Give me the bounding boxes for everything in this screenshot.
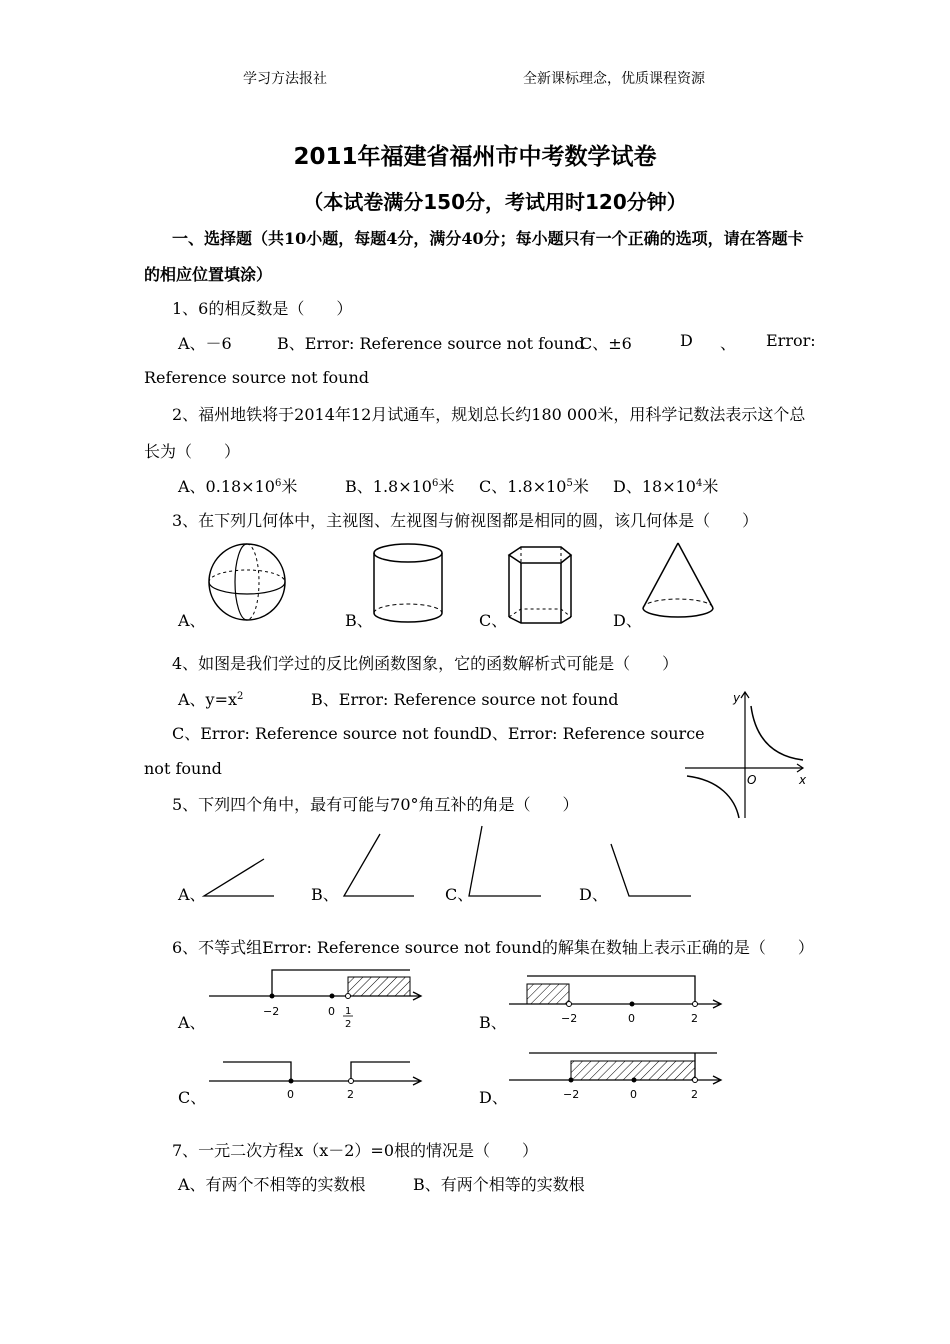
q1-option-b: B、Error: Reference source not found bbox=[277, 334, 585, 353]
graph-x-label: x bbox=[799, 773, 807, 787]
numberline-b bbox=[505, 970, 730, 1030]
tick-neg2: −2 bbox=[561, 1012, 578, 1025]
q4-option-d-cont: not found bbox=[144, 759, 222, 778]
q2-option-a: A、$0.18\times 10^6$米 bbox=[178, 477, 298, 496]
q2-option-d: D、$18\times 10^4$米 bbox=[613, 477, 719, 496]
angle-b-figure bbox=[340, 830, 420, 900]
q4-stem: 4、如图是我们学过的反比例函数图象，它的函数解析式可能是（ ） bbox=[172, 654, 679, 673]
header-right: 全新课标理念，优质课程资源 bbox=[523, 71, 705, 87]
q3-stem: 3、在下列几何体中，主视图、左视图与俯视图都是相同的圆，该几何体是（ ） bbox=[172, 511, 759, 530]
tick-zero: 0 bbox=[328, 1005, 335, 1018]
angle-a-figure bbox=[200, 855, 280, 900]
q7-option-b: B、有两个相等的实数根 bbox=[413, 1175, 585, 1194]
cone-figure bbox=[640, 540, 716, 626]
page-title: 2011年福建省福州市中考数学试卷 bbox=[293, 144, 657, 170]
sphere-figure bbox=[205, 540, 289, 624]
q3-option-a: A、 bbox=[178, 611, 206, 630]
q6-option-d: D、 bbox=[479, 1088, 508, 1107]
q2-stem-line2: 长为（ ） bbox=[144, 442, 241, 461]
q1-option-d-cont: Reference source not found bbox=[144, 368, 370, 387]
q5-option-b: B、 bbox=[311, 885, 339, 904]
tick-two: 2 bbox=[691, 1088, 698, 1101]
angle-d-figure bbox=[605, 840, 695, 900]
cylinder-figure bbox=[372, 543, 444, 625]
section-heading-line2: 的相应位置填涂） bbox=[144, 265, 273, 284]
graph-y-label: y bbox=[733, 691, 741, 705]
q6-option-c: C、 bbox=[178, 1088, 207, 1107]
tick-zero: 0 bbox=[628, 1012, 635, 1025]
q1-option-d-sep: 、 bbox=[720, 334, 737, 353]
q6-option-b: B、 bbox=[479, 1013, 507, 1032]
q5-option-d: D、 bbox=[579, 885, 608, 904]
tick-two: 2 bbox=[691, 1012, 698, 1025]
q4-option-d: D、Error: Reference source bbox=[479, 724, 705, 743]
q3-option-d: D、 bbox=[613, 611, 642, 630]
q2-option-c: C、$1.8\times 10^5$米 bbox=[479, 477, 589, 496]
q3-option-b: B、 bbox=[345, 611, 373, 630]
q1-option-d-letter: D bbox=[680, 331, 693, 350]
q4-option-b: B、Error: Reference source not found bbox=[311, 690, 619, 709]
q4-option-a: A、$y=x^2$ bbox=[178, 690, 244, 709]
numberline-c bbox=[205, 1050, 430, 1105]
hyperbola-graph bbox=[683, 688, 813, 820]
tick-zero: 0 bbox=[287, 1088, 294, 1101]
q4-option-c: C、Error: Reference source not found bbox=[172, 724, 480, 743]
numberline-d bbox=[505, 1045, 730, 1105]
hex-prism-figure bbox=[505, 545, 575, 625]
header-left: 学习方法报社 bbox=[243, 71, 327, 87]
q2-stem-line1: 2、福州地铁将于2014年12月试通车，规划总长约180 000米，用科学记数法表示这个总 bbox=[172, 405, 806, 424]
tick-two: 2 bbox=[347, 1088, 354, 1101]
page-subtitle: （本试卷满分150分，考试用时120分钟） bbox=[303, 190, 687, 214]
q1-option-a: A、－6 bbox=[178, 334, 232, 353]
q5-option-a: A、 bbox=[178, 885, 206, 904]
tick-half-num: 1 bbox=[345, 1006, 352, 1017]
q2-option-b: B、$1.8\times 10^6$米 bbox=[345, 477, 455, 496]
q7-option-a: A、有两个不相等的实数根 bbox=[178, 1175, 366, 1194]
angle-c-figure bbox=[465, 822, 545, 900]
q6-stem: 6、不等式组Error: Reference source not found的解集在数轴上表示正确的是（ ） bbox=[172, 938, 814, 957]
numberline-a bbox=[205, 965, 430, 1030]
tick-neg2: −2 bbox=[263, 1005, 280, 1018]
q7-stem: 7、一元二次方程x（x－2）=0根的情况是（ ） bbox=[172, 1141, 538, 1160]
q6-option-a: A、 bbox=[178, 1013, 206, 1032]
section-heading-line1: 一、选择题（共10小题，每题4分，满分40分；每小题只有一个正确的选项，请在答题卡 bbox=[172, 229, 804, 248]
q1-option-c: C、±6 bbox=[580, 334, 632, 353]
tick-half-den: 2 bbox=[345, 1019, 352, 1030]
graph-origin-label: O bbox=[747, 773, 757, 787]
q5-stem: 5、下列四个角中，最有可能与70°角互补的角是（ ） bbox=[172, 795, 579, 814]
q3-option-c: C、 bbox=[479, 611, 508, 630]
tick-neg2: −2 bbox=[563, 1088, 580, 1101]
q1-stem: 1、6的相反数是（ ） bbox=[172, 299, 353, 318]
q1-option-d-text: Error: bbox=[766, 331, 816, 350]
tick-zero: 0 bbox=[630, 1088, 637, 1101]
q5-option-c: C、 bbox=[445, 885, 474, 904]
